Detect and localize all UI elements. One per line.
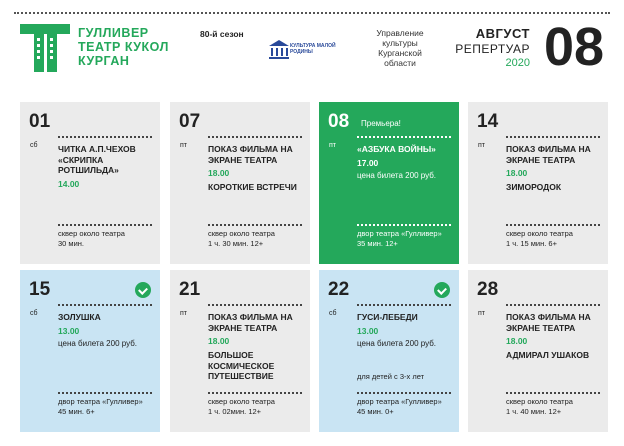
event-weekday: сб [30, 310, 38, 317]
event-price: цена билета 200 руб. [58, 338, 138, 348]
event-body [357, 312, 457, 348]
event-place: сквер около театра [506, 229, 573, 238]
event-card [20, 102, 160, 264]
dotted-divider [58, 304, 152, 306]
theatre-name [78, 26, 169, 68]
event-time: 18.00 [506, 168, 528, 178]
year-label: 2020 [505, 57, 530, 69]
dotted-divider [357, 392, 451, 394]
event-title: ЗОЛУШКА [58, 312, 101, 322]
event-time: 13.00 [58, 325, 80, 336]
event-subtitle: БОЛЬШОЕ КОСМИЧЕСКОЕ ПУТЕШЕСТВИЕ [208, 350, 275, 381]
event-place: двор театра «Гулливер» [357, 229, 442, 238]
management-label: Управление культуры Курганской области [376, 28, 424, 68]
event-day: 08 [328, 111, 350, 132]
month-number: 08 [544, 17, 605, 77]
event-footer [208, 397, 308, 417]
event-body [208, 312, 308, 382]
event-card [468, 102, 608, 264]
event-footer [58, 397, 158, 417]
event-time: 13.00 [357, 325, 379, 336]
top-divider [14, 12, 610, 14]
event-title: ГУСИ-ЛЕБЕДИ [357, 312, 418, 322]
event-duration: 1 ч. 30 мин. 12+ [208, 239, 264, 248]
event-weekday: пт [329, 142, 336, 149]
event-time: 18.00 [506, 336, 528, 346]
dotted-divider [208, 224, 302, 226]
event-body [58, 144, 158, 189]
event-subtitle: КОРОТКИЕ ВСТРЕЧИ [208, 182, 297, 192]
event-price: цена билета 200 руб. [357, 338, 437, 348]
event-title: ПОКАЗ ФИЛЬМА НА ЭКРАНЕ ТЕАТРА [208, 312, 293, 333]
logo-line-1: ГУЛЛИВЕР [78, 26, 149, 40]
dotted-divider [357, 136, 451, 138]
event-duration: 1 ч. 02мин. 12+ [208, 407, 262, 416]
event-footer [58, 229, 158, 249]
event-time: 18.00 [208, 336, 230, 346]
event-place: двор театра «Гулливер» [58, 397, 143, 406]
event-weekday: пт [478, 142, 485, 149]
dotted-divider [58, 224, 152, 226]
pushkin-card-icon [434, 282, 450, 298]
event-day: 21 [179, 279, 201, 300]
dotted-divider [357, 224, 451, 226]
event-day: 22 [328, 279, 350, 300]
event-weekday: сб [30, 142, 38, 149]
event-body [506, 144, 606, 193]
event-card [170, 102, 310, 264]
repertoire-label: РЕПЕРТУАР [455, 42, 530, 56]
event-title: ЧИТКА А.П.ЧЕХОВ «СКРИПКА РОТШИЛЬДА» [58, 144, 136, 175]
event-weekday: пт [180, 310, 187, 317]
event-place: сквер около театра [506, 397, 573, 406]
dotted-divider [208, 304, 302, 306]
event-card [20, 270, 160, 432]
event-time: 14.00 [58, 178, 80, 189]
event-place: сквер около театра [58, 229, 125, 238]
event-card [319, 270, 459, 432]
event-price: цена билета 200 руб. [357, 170, 437, 180]
event-body [58, 312, 158, 348]
dotted-divider [208, 392, 302, 394]
event-subtitle: АДМИРАЛ УШАКОВ [506, 350, 590, 360]
event-card [170, 270, 310, 432]
dotted-divider [506, 224, 600, 226]
event-body [357, 144, 457, 180]
premiere-label: Премьера! [361, 119, 401, 128]
event-note: для детей с 3-х лет [357, 372, 425, 381]
event-footer [506, 229, 606, 249]
event-footer [357, 229, 457, 249]
dotted-divider [506, 392, 600, 394]
event-place: сквер около театра [208, 397, 275, 406]
logo-line-3: КУРГАН [78, 54, 130, 68]
event-card [468, 270, 608, 432]
event-card [319, 102, 459, 264]
theatre-logo-icon [20, 24, 70, 72]
event-body [506, 312, 606, 361]
event-duration: 45 мин. 0+ [357, 407, 394, 416]
event-place: сквер около театра [208, 229, 275, 238]
dotted-divider [208, 136, 302, 138]
event-footer [506, 397, 606, 417]
dotted-divider [58, 136, 152, 138]
event-day: 07 [179, 111, 201, 132]
event-title: «АЗБУКА ВОЙНЫ» [357, 144, 436, 154]
event-body [208, 144, 308, 193]
logo-line-2: ТЕАТР КУКОЛ [78, 40, 169, 54]
event-place: двор театра «Гулливер» [357, 397, 442, 406]
header-right [450, 26, 530, 69]
dotted-divider [357, 304, 451, 306]
event-duration: 1 ч. 15 мин. 6+ [506, 239, 557, 248]
dotted-divider [506, 304, 600, 306]
season-label: 80-й сезон [200, 29, 244, 39]
event-day: 28 [477, 279, 499, 300]
month-label: АВГУСТ [475, 26, 530, 41]
event-weekday: сб [329, 310, 337, 317]
event-duration: 1 ч. 40 мин. 12+ [506, 407, 562, 416]
event-duration: 30 мин. [58, 239, 84, 248]
dotted-divider [506, 136, 600, 138]
event-day: 01 [29, 111, 51, 132]
event-time: 17.00 [357, 157, 379, 168]
event-title: ПОКАЗ ФИЛЬМА НА ЭКРАНЕ ТЕАТРА [506, 312, 591, 333]
culture-logo [268, 38, 338, 55]
event-time: 18.00 [208, 168, 230, 178]
event-footer [208, 229, 308, 249]
event-weekday: пт [478, 310, 485, 317]
event-day: 14 [477, 111, 499, 132]
dotted-divider [58, 392, 152, 394]
pushkin-card-icon [135, 282, 151, 298]
event-weekday: пт [180, 142, 187, 149]
event-day: 15 [29, 279, 51, 300]
culture-logo-text: КУЛЬТУРА МАЛОЙ РОДИНЫ [290, 43, 336, 55]
event-title: ПОКАЗ ФИЛЬМА НА ЭКРАНЕ ТЕАТРА [208, 144, 293, 165]
event-title: ПОКАЗ ФИЛЬМА НА ЭКРАНЕ ТЕАТРА [506, 144, 591, 165]
event-subtitle: ЗИМОРОДОК [506, 182, 562, 192]
event-duration: 45 мин. 6+ [58, 407, 95, 416]
event-footer [357, 397, 457, 417]
culture-building-icon [268, 38, 290, 60]
event-duration: 35 мин. 12+ [357, 239, 398, 248]
